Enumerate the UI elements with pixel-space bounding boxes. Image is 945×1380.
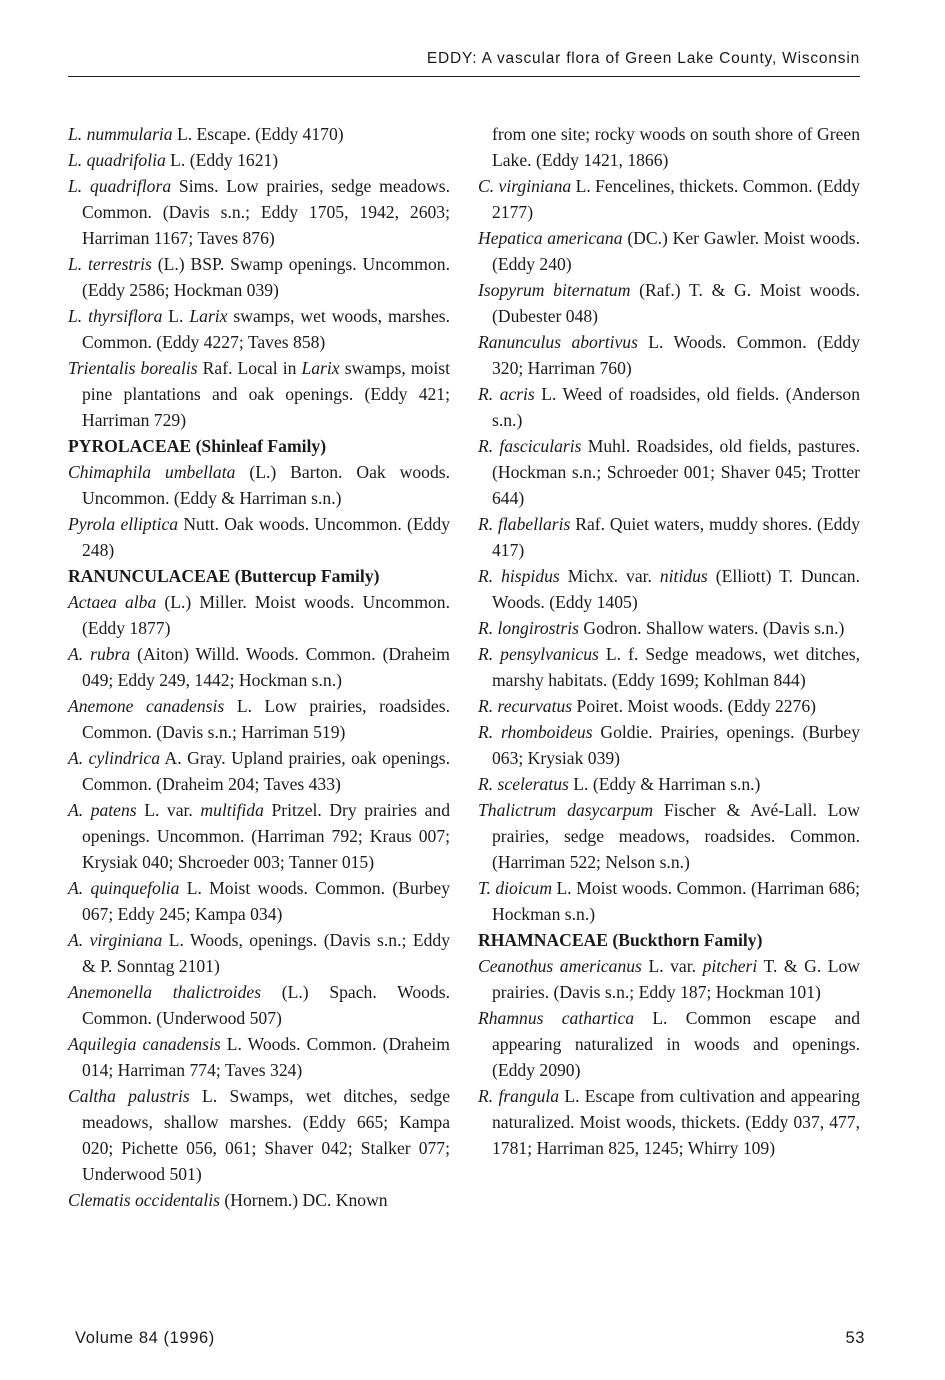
species-entry: [478, 511, 860, 563]
species-description: (DC.) Ker Gawler. Moist woods. (Eddy 240): [492, 228, 861, 274]
species-description: L. Moist woods. Common. (Harriman 686; Hockman s.n.): [492, 878, 860, 924]
species-name: Trientalis borealis: [68, 358, 198, 378]
species-description: L. Moist woods. Common. (Burbey 067; Eddy 245; Kampa 034): [82, 878, 450, 924]
family-heading: [68, 563, 450, 589]
species-description: L. Swamps, wet ditches, sedge meadows, shallow marshes. (Eddy 665; Kampa 020; Pichette 056, 061; Shaver 042; Stalker 077; Underwood 501): [82, 1086, 451, 1184]
family-name: PYROLACEAE: [68, 436, 192, 456]
species-entry: [68, 979, 450, 1031]
species-description: A. Gray. Upland prairies, oak openings. Common. (Draheim 204; Taves 433): [82, 748, 450, 794]
italic-term: multifida: [200, 800, 264, 820]
page-number: 53: [845, 1329, 865, 1347]
species-description: Fischer & Avé-Lall. Low prairies, sedge meadows, roadsides. Common. (Harriman 522; Nelson s.n.): [492, 800, 860, 872]
species-entry: [478, 1083, 860, 1161]
species-description: L. Woods. Common. (Eddy 320; Harriman 760): [492, 332, 860, 378]
species-entry: [478, 277, 860, 329]
species-name: Ceanothus americanus: [478, 956, 642, 976]
right-column: [478, 121, 860, 1161]
species-name: R. recurvatus: [478, 696, 573, 716]
species-description: L. Escape from cultivation and appearing naturalized. Moist woods, thickets. (Eddy 037, 477, 1781; Harriman 825, 1245; Whirry 109): [492, 1086, 860, 1158]
species-entry: [68, 147, 450, 173]
species-entry: [68, 1031, 450, 1083]
species-name: Chimaphila umbellata: [68, 462, 236, 482]
species-description: T. & G. Low prairies. (Davis s.n.; Eddy 187; Hockman 101): [492, 956, 861, 1002]
species-entry: [68, 355, 450, 433]
family-common-name: (Buttercup Family): [230, 566, 380, 586]
species-name: R. pensylvanicus: [478, 644, 599, 664]
family-common-name: (Shinleaf Family): [191, 436, 327, 456]
species-description: swamps, wet woods, marshes. Common. (Eddy 4227; Taves 858): [82, 306, 451, 352]
species-entry: [478, 641, 860, 693]
species-description: Goldie. Prairies, openings. (Burbey 063; Krysiak 039): [492, 722, 860, 768]
species-entry: [68, 459, 450, 511]
species-name: A. patens: [68, 800, 137, 820]
left-column: [68, 121, 450, 1213]
species-entry: [478, 875, 860, 927]
species-description: Michx. var.: [559, 566, 660, 586]
species-name: R. fascicularis: [478, 436, 582, 456]
species-description: L. Woods. Common. (Draheim 014; Harriman 774; Taves 324): [82, 1034, 450, 1080]
species-name: A. quinquefolia: [68, 878, 180, 898]
species-name: L. nummularia: [68, 124, 173, 144]
species-description: Sims. Low prairies, sedge meadows. Common. (Davis s.n.; Eddy 1705, 1942, 2603; Harriman 1167; Taves 876): [82, 176, 450, 248]
species-entry: [478, 953, 860, 1005]
species-name: Isopyrum biternatum: [478, 280, 631, 300]
species-entry: [478, 693, 860, 719]
species-name: L. quadriflora: [68, 176, 172, 196]
species-description: L. (Eddy 1621): [165, 150, 279, 170]
species-name: Ranunculus abortivus: [478, 332, 638, 352]
italic-term: pitcheri: [702, 956, 758, 976]
species-description: Poiret. Moist woods. (Eddy 2276): [572, 696, 817, 716]
species-entry: [68, 693, 450, 745]
species-entry: [68, 511, 450, 563]
species-name: Anemonella thalictroides: [68, 982, 262, 1002]
species-entry: [478, 329, 860, 381]
species-name: A. rubra: [68, 644, 131, 664]
species-entry: [478, 121, 860, 173]
species-description: (L.) Miller. Moist woods. Uncommon. (Eddy 1877): [82, 592, 450, 638]
species-description: L. Woods, openings. (Davis s.n.; Eddy & P. Sonntag 2101): [82, 930, 450, 976]
species-name: Hepatica americana: [478, 228, 623, 248]
species-entry: [68, 251, 450, 303]
species-name: R. hispidus: [478, 566, 560, 586]
species-name: Pyrola elliptica: [68, 514, 179, 534]
family-heading: [68, 433, 450, 459]
species-name: L. quadrifolia: [68, 150, 166, 170]
species-entry: [478, 797, 860, 875]
species-description: L. Low prairies, roadsides. Common. (Davis s.n.; Harriman 519): [82, 696, 450, 742]
species-description: L. var.: [641, 956, 703, 976]
family-heading: [478, 927, 860, 953]
species-name: Actaea alba: [68, 592, 157, 612]
species-description: Pritzel. Dry prairies and openings. Uncommon. (Harriman 792; Kraus 007; Krysiak 040; Shcroeder 003; Tanner 015): [82, 800, 450, 872]
italic-term: Larix: [189, 306, 228, 326]
species-name: R. acris: [478, 384, 535, 404]
species-name: R. rhomboideus: [478, 722, 593, 742]
species-entry: [68, 1083, 450, 1187]
italic-term: Larix: [301, 358, 340, 378]
species-description: (Aiton) Willd. Woods. Common. (Draheim 049; Eddy 249, 1442; Hockman s.n.): [82, 644, 450, 690]
italic-term: nitidus: [659, 566, 708, 586]
species-description: Godron. Shallow waters. (Davis s.n.): [579, 618, 845, 638]
species-entry: [478, 173, 860, 225]
species-description: (Raf.) T. & G. Moist woods. (Dubester 048): [492, 280, 860, 326]
species-entry: [68, 589, 450, 641]
species-entry: [478, 615, 860, 641]
family-name: RANUNCULACEAE: [68, 566, 231, 586]
species-name: T. dioicum: [478, 878, 553, 898]
species-description: Raf. Local in: [197, 358, 302, 378]
species-description: L.: [162, 306, 190, 326]
species-description: from one site; rocky woods on south shore of Green Lake. (Eddy 1421, 1866): [492, 124, 860, 170]
species-entry: [478, 225, 860, 277]
species-entry: [478, 771, 860, 797]
species-entry: [478, 563, 860, 615]
species-entry: [68, 641, 450, 693]
species-description: L. Weed of roadsides, old fields. (Anderson s.n.): [492, 384, 861, 430]
species-description: L. Fencelines, thickets. Common. (Eddy 2177): [492, 176, 860, 222]
running-header: EDDY: A vascular flora of Green Lake County, Wisconsin: [426, 50, 860, 67]
species-entry: [478, 719, 860, 771]
species-description: L. var.: [136, 800, 201, 820]
species-entry: [68, 121, 450, 147]
volume-label: Volume 84 (1996): [75, 1329, 215, 1347]
species-description: Muhl. Roadsides, old fields, pastures. (Hockman s.n.; Schroeder 001; Shaver 045; Trotter 644): [492, 436, 860, 508]
species-entry: [68, 875, 450, 927]
species-entry: [68, 745, 450, 797]
species-name: L. thyrsiflora: [68, 306, 163, 326]
species-description: L. Escape. (Eddy 4170): [172, 124, 344, 144]
species-entry: [68, 927, 450, 979]
species-name: Rhamnus cathartica: [478, 1008, 635, 1028]
species-name: R. flabellaris: [478, 514, 571, 534]
family-name: RHAMNACEAE: [478, 930, 608, 950]
species-description: (L.) Barton. Oak woods. Uncommon. (Eddy & Harriman s.n.): [82, 462, 450, 508]
species-name: Anemone canadensis: [68, 696, 225, 716]
species-description: (L.) Spach. Woods. Common. (Underwood 507): [82, 982, 450, 1028]
species-name: Aquilegia canadensis: [68, 1034, 221, 1054]
species-entry: [478, 433, 860, 511]
species-description: L. (Eddy & Harriman s.n.): [568, 774, 761, 794]
species-name: A. virginiana: [68, 930, 163, 950]
species-name: C. virginiana: [478, 176, 572, 196]
species-name: Caltha palustris: [68, 1086, 190, 1106]
species-description: Nutt. Oak woods. Uncommon. (Eddy 248): [82, 514, 450, 560]
species-name: R. sceleratus: [478, 774, 569, 794]
species-entry: [68, 797, 450, 875]
species-name: R. frangula: [478, 1086, 560, 1106]
header-rule: [68, 76, 860, 77]
species-name: A. cylindrica: [68, 748, 160, 768]
species-entry: [478, 1005, 860, 1083]
species-description: Raf. Quiet waters, muddy shores. (Eddy 417): [492, 514, 860, 560]
species-description: (Hornem.) DC. Known: [219, 1190, 388, 1210]
species-name: Clematis occidentalis: [68, 1190, 220, 1210]
species-entry: [68, 173, 450, 251]
family-common-name: (Buckthorn Family): [608, 930, 763, 950]
species-entry: [68, 1187, 450, 1213]
species-description: (Elliott) T. Duncan. Woods. (Eddy 1405): [492, 566, 860, 612]
species-name: R. longirostris: [478, 618, 580, 638]
species-name: L. terrestris: [68, 254, 152, 274]
species-entry: [68, 303, 450, 355]
species-entry: [478, 381, 860, 433]
species-name: Thalictrum dasycarpum: [478, 800, 654, 820]
species-description: (L.) BSP. Swamp openings. Uncommon. (Eddy 2586; Hockman 039): [82, 254, 450, 300]
species-description: L. Common escape and appearing naturalized in woods and openings. (Eddy 2090): [492, 1008, 860, 1080]
species-description: L. f. Sedge meadows, wet ditches, marshy habitats. (Eddy 1699; Kohlman 844): [492, 644, 860, 690]
species-description: swamps, moist pine plantations and oak openings. (Eddy 421; Harriman 729): [82, 358, 450, 430]
